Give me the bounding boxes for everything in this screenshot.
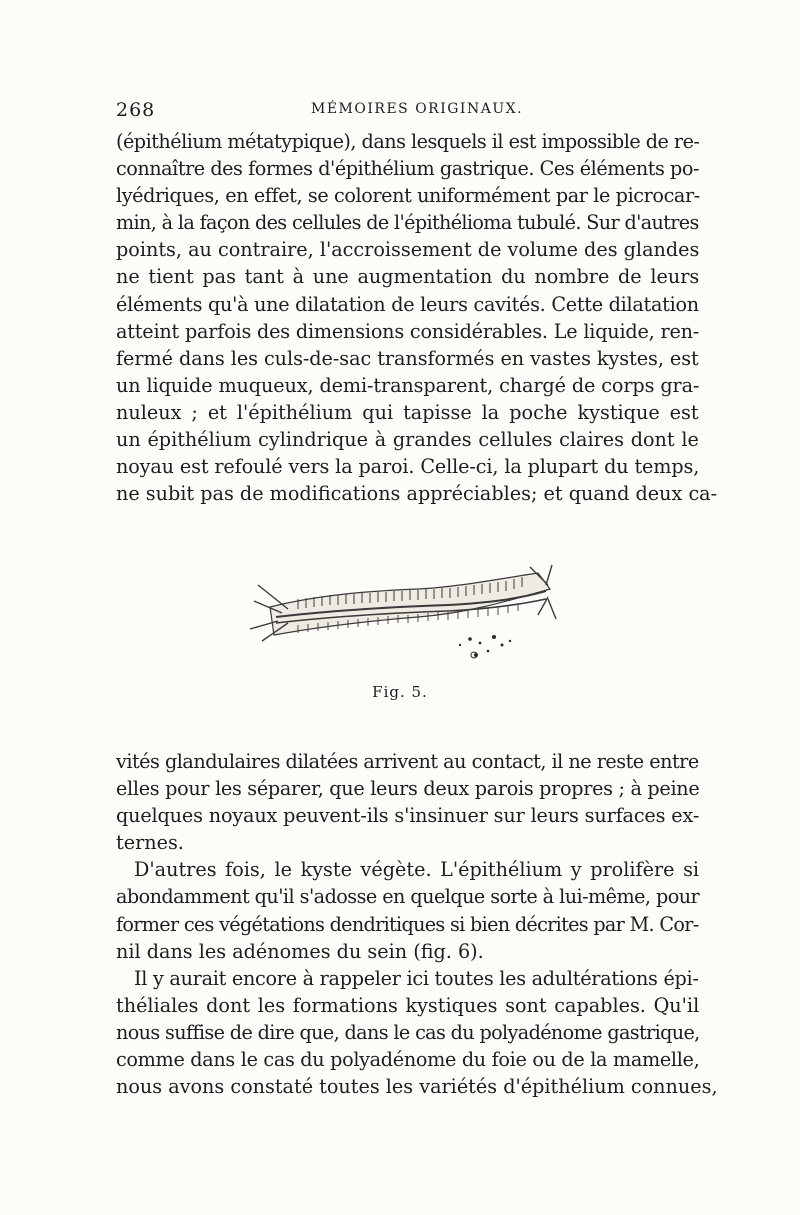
text-line: elles pour les séparer, que leurs deux parois propres ; à peine <box>116 777 700 801</box>
text-line: lyédriques, en effet, se colorent uniformément par le picrocar- <box>116 184 700 208</box>
text-line: (épithélium métatypique), dans lesquels il est impossible de re- <box>116 130 700 153</box>
text-line: ne tient pas tant à une augmentation du nombre de leurs <box>116 265 700 289</box>
text-line: un liquide muqueux, demi-transparent, chargé de corps gra- <box>116 373 700 397</box>
page-header <box>116 99 696 123</box>
paragraph-1 <box>116 128 718 507</box>
histology-drawing <box>248 555 560 667</box>
text-line: nil dans les adénomes du sein (fig. 6). <box>116 939 484 963</box>
text-line: ternes. <box>116 831 184 855</box>
text-line: abondamment qu'il s'adosse en quelque sorte à lui-même, pour <box>116 885 700 909</box>
text-line: D'autres fois, le kyste végète. L'épithélium y prolifère si <box>134 858 700 882</box>
text-line: théliales dont les formations kystiques sont capables. Qu'il <box>116 993 700 1017</box>
text-line: nuleux ; et l'épithélium qui tapisse la poche kystique est <box>116 400 699 424</box>
text-line: atteint parfois des dimensions considérables. Le liquide, ren- <box>116 319 700 343</box>
text-line: nous avons constaté toutes les variétés d'épithélium connues, <box>116 1075 718 1099</box>
text-line: fermé dans les culs-de-sac transformés en vastes kystes, est <box>116 346 699 370</box>
text-line: quelques noyaux peuvent-ils s'insinuer sur leurs surfaces ex- <box>116 804 700 828</box>
page-number: 268 <box>116 99 156 121</box>
figure-illustration <box>248 555 560 667</box>
text-line: min, à la façon des cellules de l'épithélioma tubulé. Sur d'autres <box>116 211 699 235</box>
text-line: noyau est refoulé vers la paroi. Celle-ci, la plupart du temps, <box>116 455 700 479</box>
text-line: points, au contraire, l'accroissement de volume des glandes <box>116 238 700 262</box>
text-line: ne subit pas de modifications appréciables; et quand deux ca- <box>116 482 718 506</box>
figure-caption: Fig. 5. <box>372 683 428 701</box>
text-line: former ces végétations dendritiques si bien décrites par M. Cor- <box>116 912 699 936</box>
text-line: éléments qu'à une dilatation de leurs cavités. Cette dilatation <box>116 292 699 316</box>
text-line: connaître des formes d'épithélium gastrique. Ces éléments po- <box>116 157 700 181</box>
running-title: MÉMOIRES ORIGINAUX. <box>311 101 524 117</box>
text-line: comme dans le cas du polyadénome du foie ou de la mamelle, <box>116 1048 700 1072</box>
text-line: vités glandulaires dilatées arrivent au contact, il ne reste entre <box>116 750 699 773</box>
text-line: nous suffise de dire que, dans le cas du polyadénome gastrique, <box>116 1020 700 1044</box>
text-line: Il y aurait encore à rappeler ici toutes les adultérations épi- <box>134 966 699 990</box>
paragraph-2 <box>116 748 718 1100</box>
text-line: un épithélium cylindrique à grandes cellules claires dont le <box>116 428 699 452</box>
